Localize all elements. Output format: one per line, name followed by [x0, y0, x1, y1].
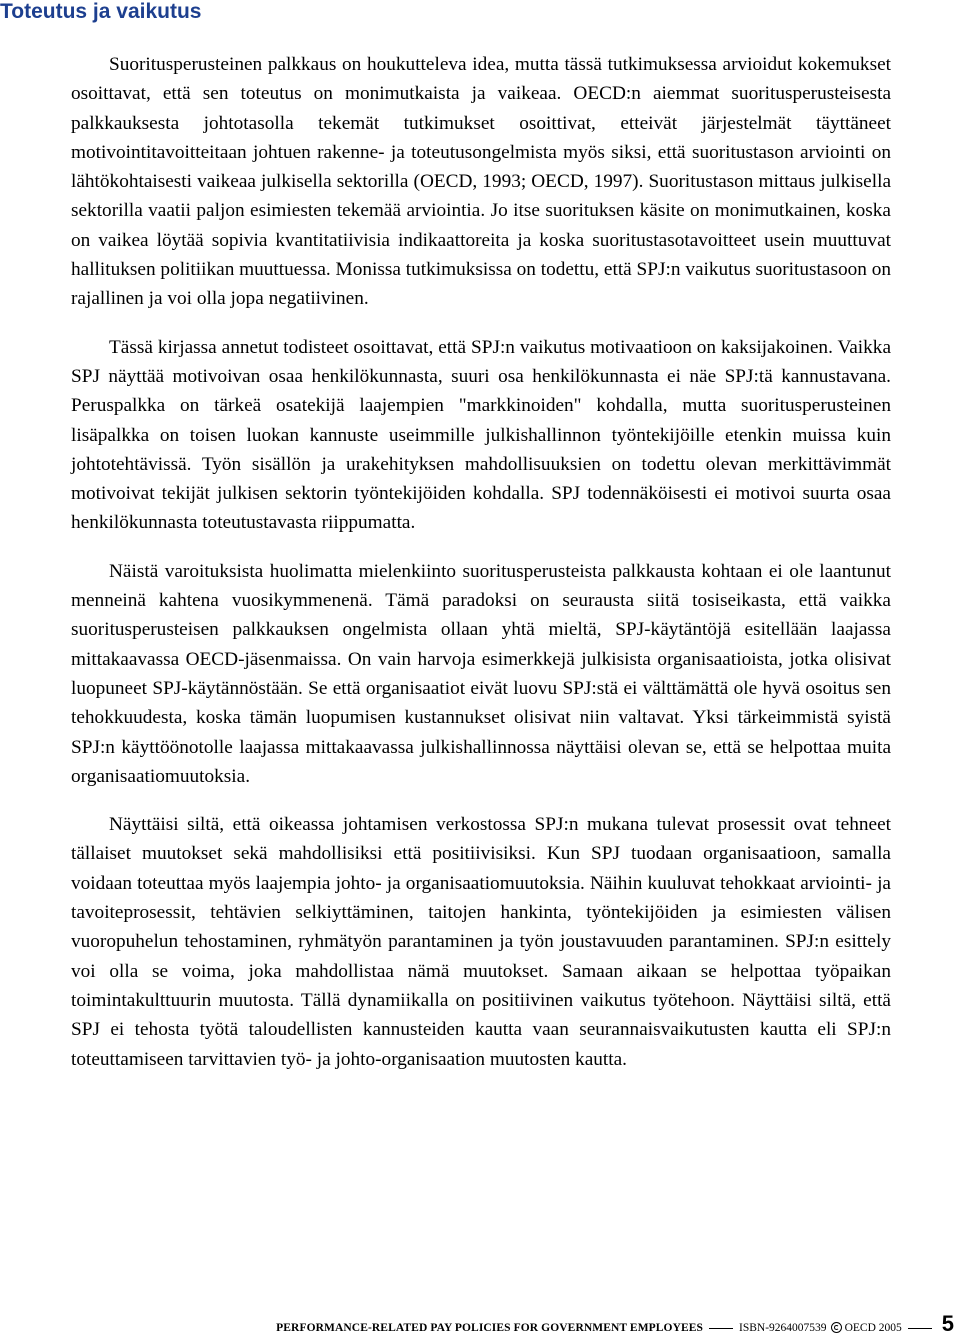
body-text — [71, 50, 891, 1074]
paragraph-4: Näyttäisi siltä, että oikeassa johtamisen verkostossa SPJ:n mukana tulevat prosessit ovat tehneet tällaiset muutokset sekä mahdollisiksi että positiivisiksi. Kun SPJ tuodaan organisaatioon, samalla voidaan toteuttaa myös laajempia johto- ja organisaatiomuutoksia. Näihin kuuluvat tehokkaat arviointi- ja tavoiteprosessit, tehtävien selkiyttäminen, taitojen hankinta, työntekijöiden ja esimiesten välisen vuoropuhelun tehostaminen, ryhmätyön parantaminen ja työn joustavuuden parantaminen. SPJ:n esittely voi olla se voima, joka mahdollistaa nämä muutokset. Samaan aikaan se helpottaa työpaikan toimintakulttuurin muutosta. Tällä dynamiikalla on positiivinen vaikutus työtehoon. Näyttäisi siltä, että SPJ ei tehosta työtä taloudellisten kannusteiden kautta vaan seurannaisvaikutusten kautta eli SPJ:n toteuttamiseen tarvittavien työ- ja johto-organisaation muutosten kautta. — [71, 814, 891, 1070]
paragraph-1: Suoritusperusteinen palkkaus on houkutteleva idea, mutta tässä tutkimuksessa arvioidut kokemukset osoittavat, että sen toteutus on monimutkaista ja vaikeaa. OECD:n aiemmat suoritusperusteisesta palkkauksesta johtotasolla tekemät tutkimukset osoittivat, etteivät järjestelmät täyttäneet motivointitavoitteitaan johtuen rakenne- ja toteutusongelmista myös siksi, että suoritustason arviointi on lähtökohtaisesti vaikeaa julkisella sektorilla (OECD, 1993; OECD, 1997). Suoritustason mittaus julkisella sektorilla vaatii paljon esimiesten tekemää arviointia. Jo itse suorituksen käsite on monimutkainen, koska on vaikea löytää sopivia kvantitatiivisia indikaattoreita ja koska suoritustasotavoitteet usein muuttuvat hallituksen politiikan muuttuessa. Monissa tutkimuksissa on todettu, että SPJ:n vaikutus suoritustasoon on rajallinen ja voi olla jopa negatiivinen. — [71, 54, 891, 310]
page-footer — [276, 1311, 954, 1336]
footer-title: PERFORMANCE-RELATED PAY POLICIES FOR GOVERNMENT EMPLOYEES — [276, 1322, 704, 1334]
footer-org: OECD 2005 — [844, 1322, 902, 1334]
paragraph-2: Tässä kirjassa annetut todisteet osoittavat, että SPJ:n vaikutus motivaatioon on kaksijakoinen. Vaikka SPJ näyttää motivoivan osaa henkilökunnasta, suuri osa henkilökunnasta ei näe SPJ:tä kannustavana. Peruspalkka on tärkeä osatekijä laajempien "markkinoiden" kohdalla, mutta suoritusperusteinen lisäpalkka on toisen luokan kannuste useimmille julkishallinnon työntekijöille etenkin muissa kuin johtotehtävissä. Työn sisällön ja urakehityksen mahdollisuuksien on todettu olevan merkittävimmät motivoivat tekijät julkisen sektorin työntekijöiden kohdalla. SPJ todennäköisesti ei motivoi suurta osaa henkilökunnasta toteutustavasta riippumatta. — [71, 336, 891, 534]
footer-dash — [709, 1328, 733, 1330]
page-number: 5 — [941, 1311, 954, 1336]
section-heading: Toteutus ja vaikutus — [0, 0, 202, 23]
footer-dash — [908, 1328, 932, 1330]
copyright-icon — [831, 1322, 842, 1333]
footer-isbn: ISBN-9264007539 — [739, 1322, 827, 1334]
paragraph-3: Näistä varoituksista huolimatta mielenkiinto suoritusperusteista palkkausta kohtaan ei ole laantunut menneinä kahtena vuosikymmenenä. Tämä paradoksi on seurausta siitä tosiseikasta, että vaikka suoritusperusteisen palkkauksen ongelmista ollaan yhtä mieltä, SPJ-käytäntöjä esitellään laajassa mittakaavassa OECD-jäsenmaissa. On vain harvoja esimerkkejä julkisista organisaatioista, jotka olisivat luopuneet SPJ-käytännöstään. Se että organisaatiot eivät luovu SPJ:stä ei välttämättä ole hyvä osoitus sen tehokkuudesta, koska tämän luopumisen kustannukset olisivat niin valtavat. Yksi tärkeimmistä syistä SPJ:n käyttöönotolle laajassa mittakaavassa julkishallinnossa näyttäisi olevan se, että se helpottaa muita organisaatiomuutoksia. — [71, 560, 891, 787]
